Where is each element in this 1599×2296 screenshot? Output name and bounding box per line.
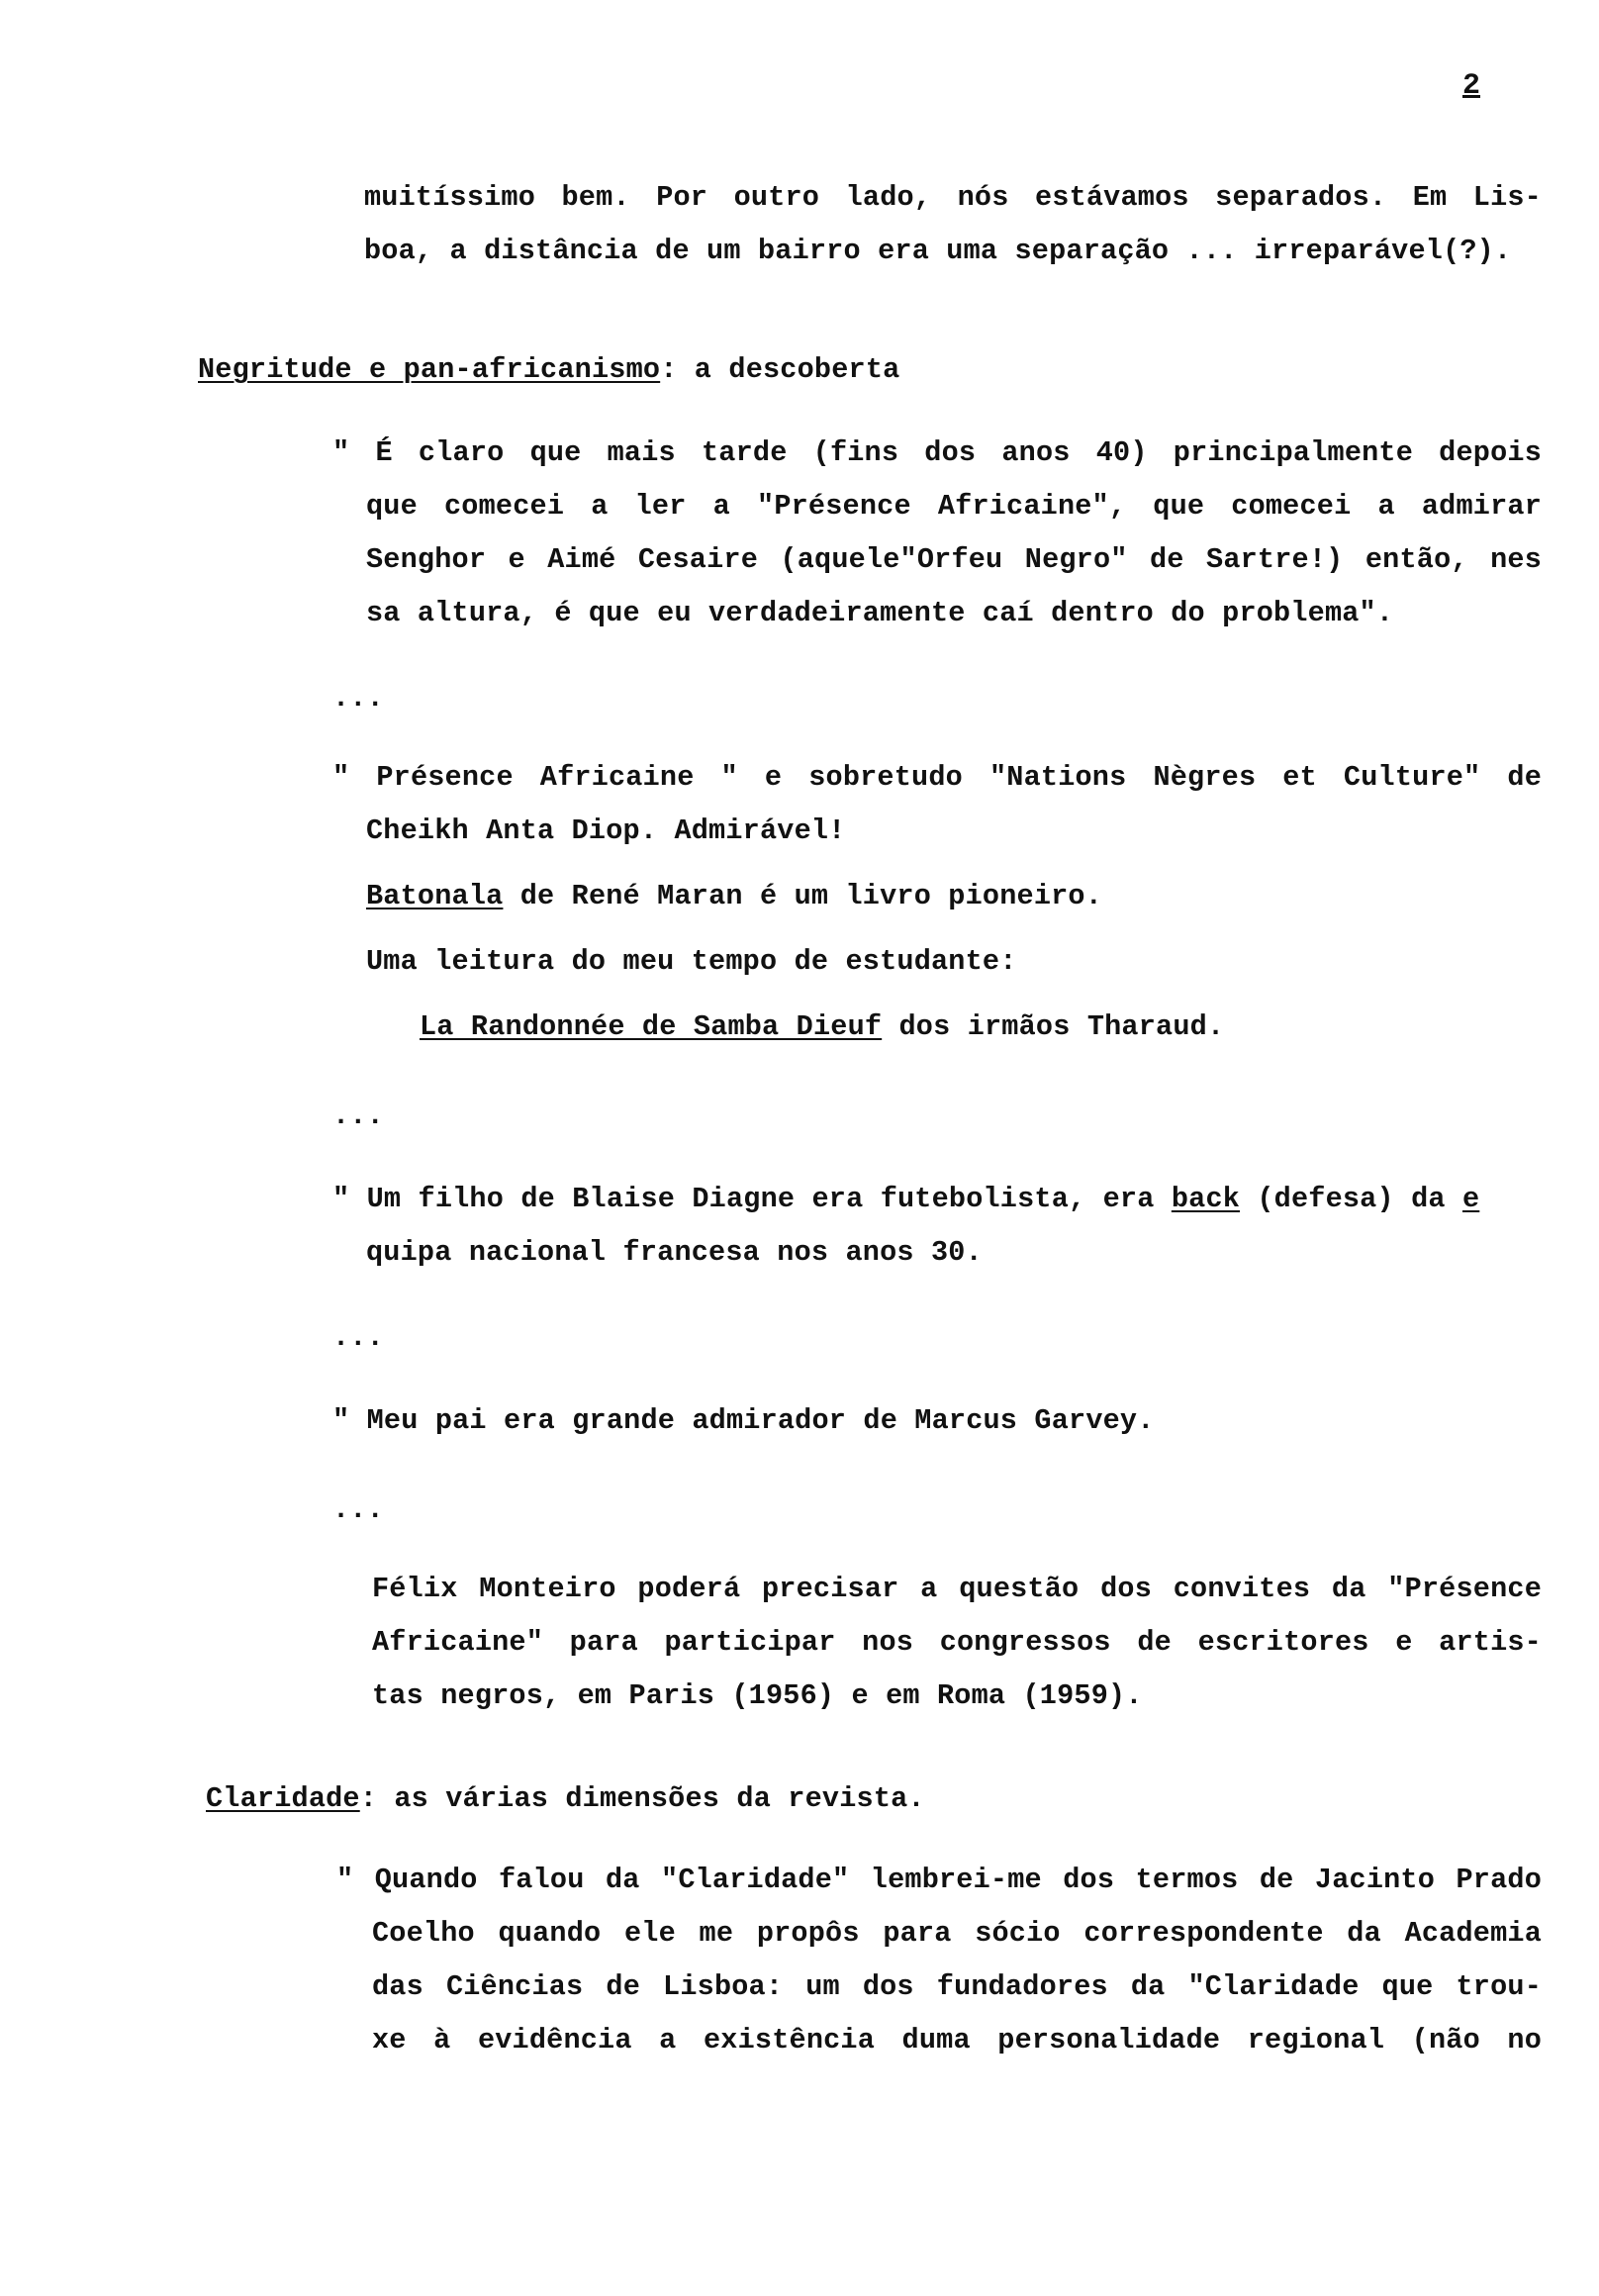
- quote3-line-2: quipa nacional francesa nos anos 30.: [366, 1236, 983, 1269]
- quote3-line-1: [332, 1182, 1479, 1217]
- section-heading-negritude: [198, 352, 899, 388]
- paragraph-line-3: tas negros, em Paris (1956) e em Roma (1959).: [372, 1679, 1143, 1712]
- ellipsis-3: ...: [332, 1321, 384, 1354]
- word-back: back: [1171, 1183, 1241, 1215]
- section-heading-title: Claridade: [206, 1782, 360, 1815]
- ellipsis-2: ...: [332, 1100, 384, 1132]
- paragraph-line-2: Africaine" para participar nos congressos de escritores e artis-: [372, 1626, 1542, 1659]
- book-title-randonnee: La Randonnée de Samba Dieuf: [420, 1010, 883, 1043]
- quote4-line-1: " Meu pai era grande admirador de Marcus Garvey.: [332, 1404, 1155, 1437]
- book-title-batonala: Batonala: [366, 880, 504, 912]
- section-heading-claridade: [206, 1781, 925, 1817]
- quote2-line-5-rest: dos irmãos Tharaud.: [882, 1010, 1225, 1043]
- intro-line-2: boa, a distância de um bairro era uma separação ... irreparável(?).: [364, 235, 1512, 267]
- quote1-line-2: que comecei a ler a "Présence Africaine", que comecei a admirar: [366, 490, 1542, 523]
- quote3-line-1-b: (defesa) da: [1240, 1183, 1462, 1215]
- quote1-line-3: Senghor e Aimé Cesaire (aquele"Orfeu Negro" de Sartre!) então, nes: [366, 543, 1542, 576]
- section-heading-suffix: : as várias dimensões da revista.: [359, 1782, 925, 1815]
- quote1-line-1: " É claro que mais tarde (fins dos anos 40) principalmente depois: [332, 436, 1542, 469]
- quote3-line-1-a: " Um filho de Blaise Diagne era futebolista, era: [332, 1183, 1172, 1215]
- quote2-line-3: [366, 879, 1102, 914]
- quote5-line-1: " Quando falou da "Claridade" lembrei-me dos termos de Jacinto Prado: [336, 1864, 1542, 1896]
- quote2-line-5: [420, 1009, 1224, 1045]
- word-e: e: [1462, 1183, 1480, 1215]
- quote2-line-1: " Présence Africaine " e sobretudo "Nations Nègres et Culture" de: [332, 761, 1542, 794]
- ellipsis-4: ...: [332, 1493, 384, 1526]
- quote2-line-3-rest: de René Maran é um livro pioneiro.: [503, 880, 1103, 912]
- quote1-line-4: sa altura, é que eu verdadeiramente caí dentro do problema".: [366, 597, 1394, 629]
- quote2-line-4: Uma leitura do meu tempo de estudante:: [366, 945, 1017, 978]
- intro-line-1: muitíssimo bem. Por outro lado, nós estávamos separados. Em Lis-: [364, 181, 1542, 214]
- quote5-line-4: xe à evidência a existência duma personalidade regional (não no: [372, 2024, 1542, 2057]
- page-number: 2: [1462, 69, 1481, 103]
- quote2-line-2: Cheikh Anta Diop. Admirável!: [366, 814, 846, 847]
- quote5-line-3: das Ciências de Lisboa: um dos fundadores da "Claridade que trou-: [372, 1970, 1542, 2003]
- ellipsis-1: ...: [332, 682, 384, 715]
- quote5-line-2: Coelho quando ele me propôs para sócio correspondente da Academia: [372, 1917, 1542, 1950]
- paragraph-line-1: Félix Monteiro poderá precisar a questão dos convites da "Présence: [372, 1573, 1542, 1605]
- section-heading-suffix: : a descoberta: [660, 353, 900, 386]
- section-heading-title: Negritude e pan-africanismo: [198, 353, 661, 386]
